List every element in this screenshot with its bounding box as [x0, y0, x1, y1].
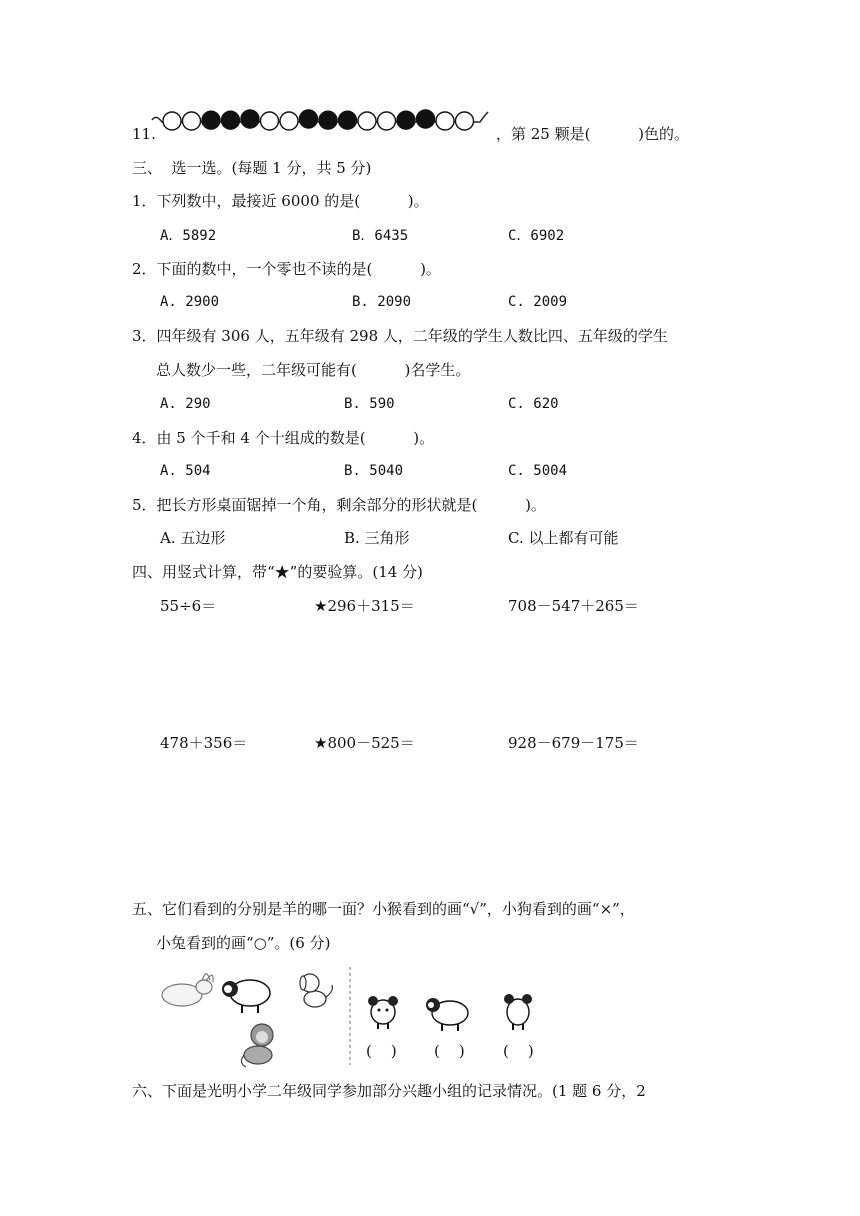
black-bead — [300, 110, 318, 128]
q3-option-a: A. 290 — [160, 396, 211, 412]
black-bead — [319, 111, 337, 129]
black-bead — [202, 111, 220, 129]
q1-stem: 1．下列数中，最接近 6000 的是( )。 — [132, 192, 429, 210]
q3-option-c: C. 620 — [508, 396, 559, 412]
answer-slot-2[interactable]: ( ) — [434, 1042, 465, 1060]
black-bead — [417, 110, 435, 128]
rabbit-icon — [162, 974, 213, 1006]
white-bead — [436, 112, 454, 130]
section3-heading: 三、 选一选。(每题 1 分，共 5 分) — [132, 159, 372, 177]
q11-number: 11. — [132, 125, 156, 143]
q5-option-c: C. 以上都有可能 — [508, 529, 619, 547]
answer-slot-1[interactable]: ( ) — [366, 1042, 397, 1060]
q1-option-b: B．6435 — [352, 228, 409, 244]
white-bead — [358, 112, 376, 130]
q5-option-b: B. 三角形 — [344, 529, 410, 547]
q5-option-a: A. 五边形 — [160, 529, 226, 547]
section5-line2: 小兔看到的画“○”。(6 分) — [156, 934, 331, 952]
white-bead — [456, 112, 474, 130]
q2-option-c: C. 2009 — [508, 294, 568, 310]
q4-stem: 4．由 5 个千和 4 个十组成的数是( )。 — [132, 429, 435, 447]
white-bead — [183, 112, 201, 130]
black-bead — [397, 111, 415, 129]
section5-line1: 五、它们看到的分别是羊的哪一面？小猴看到的画“√”，小狗看到的画“×”， — [132, 900, 635, 918]
q5-stem: 5．把长方形桌面锯掉一个角，剩余部分的形状就是( )。 — [132, 496, 546, 514]
q4-option-b: B. 5040 — [344, 463, 404, 479]
answer-slot-3[interactable]: ( ) — [503, 1042, 534, 1060]
calc-3: 708－547＋265＝ — [508, 597, 639, 615]
calc-4: 478＋356＝ — [160, 734, 248, 752]
sheep-icon — [222, 980, 270, 1013]
q3-option-b: B. 590 — [344, 396, 395, 412]
black-bead — [241, 110, 259, 128]
q3-stem: 3．四年级有 306 人，五年级有 298 人，二年级的学生人数比四、五年级的学生 — [132, 327, 668, 345]
bead-string-illustration — [150, 100, 490, 140]
white-bead — [163, 112, 181, 130]
q3-stem-cont: 总人数少一些，二年级可能有( )名学生。 — [156, 361, 471, 379]
calc-1: 55÷6＝ — [160, 597, 217, 615]
black-bead — [339, 111, 357, 129]
animals-sheep-illustration — [150, 965, 560, 1070]
calc-2: ★296＋315＝ — [314, 597, 415, 615]
q2-stem: 2．下面的数中，一个零也不读的是( )。 — [132, 260, 441, 278]
dog-icon — [300, 974, 332, 1007]
calc-6: 928－679－175＝ — [508, 734, 639, 752]
q2-option-a: A. 2900 — [160, 294, 220, 310]
section6-line1: 六、下面是光明小学二年级同学参加部分兴趣小组的记录情况。(1 题 6 分，2 — [132, 1082, 646, 1100]
q1-option-a: A．5892 — [160, 228, 217, 244]
white-bead — [261, 112, 279, 130]
q2-option-b: B. 2090 — [352, 294, 412, 310]
sheep-back-icon — [504, 994, 532, 1030]
sheep-side-icon — [426, 998, 468, 1031]
q1-option-c: C．6902 — [508, 228, 565, 244]
white-bead — [280, 112, 298, 130]
monkey-icon — [241, 1024, 273, 1067]
calc-5: ★800－525＝ — [314, 734, 415, 752]
q4-option-c: C. 5004 — [508, 463, 568, 479]
white-bead — [378, 112, 396, 130]
black-bead — [222, 111, 240, 129]
q11-text: ，第 25 颗是( )色的。 — [496, 125, 690, 143]
sheep-front-icon — [368, 996, 398, 1029]
section4-heading: 四、用竖式计算，带“★”的要验算。(14 分) — [132, 563, 423, 581]
q4-option-a: A. 504 — [160, 463, 211, 479]
